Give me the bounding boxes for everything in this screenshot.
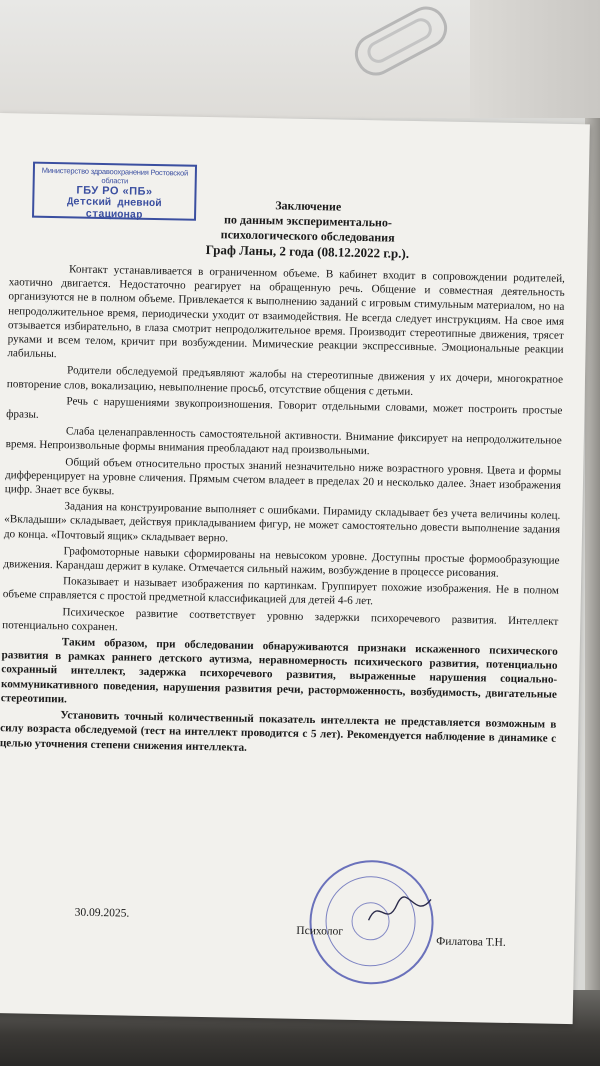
document-page [0, 113, 590, 1024]
institution-stamp [32, 162, 197, 221]
signature-date: 30.09.2025. [74, 906, 130, 920]
paragraph-attention: Слаба целенаправленность самостоятельной активности. Внимание фиксирует на непродолжительное время. Непроизвольные формы внимания преобладают над произвольными. [5, 425, 562, 458]
heading-line2: по данным экспериментально- [223, 212, 393, 230]
paragraph-conclusion: Таким образом, при обследовании обнаруживаются признаки искаженного психического развития в рамках раннего детского аутизма, неравномерность психического развития, потенциально сохранный интеллект, задержка психоречевого развития, выраженные нарушения социально-коммуникативного поведения, нарушения развития речи, расторможенность, возбудимость, двигательные стереотипии. [0, 636, 558, 706]
paragraph-recommendation: Установить точный количественный показатель интеллекта не представляется возможным в силу возраста обследуемой (тест на интеллект проводится с 5 лет). Рекомендуется наблюдение в динамике с целью уточнения степени снижения интеллекта. [0, 709, 557, 754]
signature-name: Филатова Т.Н. [436, 935, 506, 949]
heading-line3: психологического обследования [220, 227, 395, 245]
heading-line4: Граф Ланы, 2 года (08.12.2022 г.р.). [205, 241, 410, 261]
stamp-org: ГБУ РО «ПБ» [76, 184, 153, 198]
stamp-line1: Детский дневной [66, 196, 162, 211]
paragraph-pictures: Показывает и называет изображения по картинкам. Группирует похожие изображения. Не в полном объеме справляется с простой предметной классификацией для детей 4-6 лет. [2, 575, 560, 608]
paragraph-construction: Задания на конструирование выполняет с ошибками. Пирамиду складывает без учета величины колец. «Вкладыши» складывает, действуя прикладыванием фигур, не может самостоятельно довести выполнение задания до конца. «Почтовый ящик» складывает верно. [3, 500, 561, 545]
paragraph-complaints: Родители обследуемой предъявляют жалобы на стереотипные движения у их дочери, многократное повторение слов, вокализацию, невыполнение просьб, отсутствие общения с детьми. [6, 364, 564, 398]
paragraph-development: Психическое развитие соответствует уровню задержки психоречевого развития. Интеллект потенциально сохранен. [2, 605, 559, 634]
paragraph-knowledge: Общий объем относительно простых знаний незначительно ниже возрастного уровня. Цвета и формы дифференцирует на уровне сличения. Прямым счетом владеет в пределах 20 и несколько далее. Знает изображения цифр. Знает все буквы. [4, 455, 562, 498]
signature-role: Психолог [296, 924, 344, 938]
signature-row [0, 905, 553, 949]
stamp-ministry: Министерство здравоохранения Ростовской области [41, 165, 189, 186]
document-body [0, 261, 565, 762]
paragraph-speech: Речь с нарушениями звукопроизношения. Говорит отдельными словами, может построить простые фразы. [6, 395, 563, 421]
stamp-line2: стационар [85, 208, 143, 222]
desk-edge [470, 0, 600, 118]
heading-line1: Заключение [275, 198, 342, 214]
paragraph-graphomotor: Графомоторные навыки сформированы на невысоком уровне. Доступны простые формообразующие движения. Карандаш держит в кулаке. Отмечается сильный нажим, возбуждение в процессе рисования. [3, 545, 560, 580]
document-heading [197, 197, 418, 261]
paragraph-contact: Контакт устанавливается в ограниченном объеме. В кабинет входит в сопровождении родителей, хаотично двигается. Недостаточно реагирует на обращенную речь. Общение и совместная деятельность организуются не в полном объеме. Привлекается к выполнению заданий с игровым стимульным материалом, но на непродолжительное время, периодически уходит от взаимодействия. Не всегда следует инструкциям. На свое имя отзывается избирательно, в глаза смотрит непродолжительное время. Производит стереотипные движения, трясет руками и всем телом, кричит при возбуждении. Мимические реакции экспрессивные. Эмоциональные реакции лабильны. [7, 263, 566, 361]
